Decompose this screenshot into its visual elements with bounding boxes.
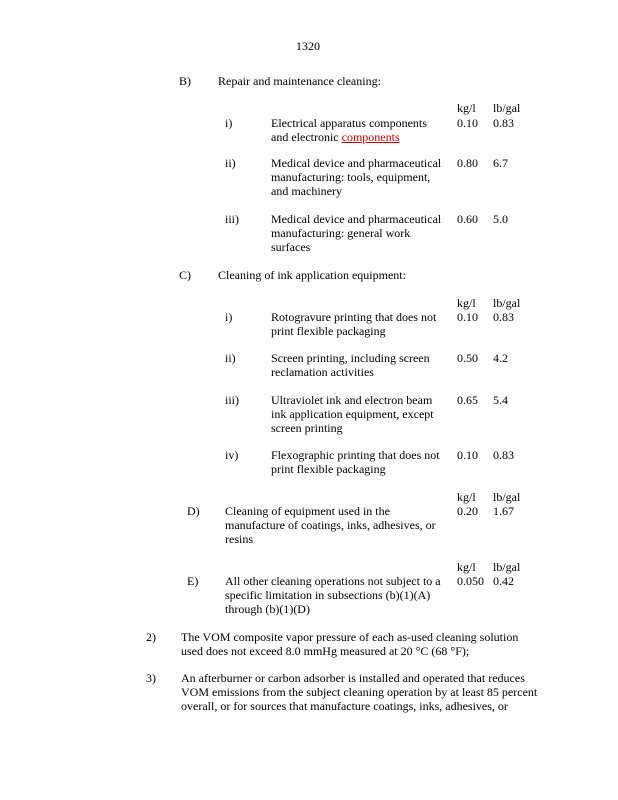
section-d-marker: D) — [187, 504, 200, 518]
paragraph-2-num: 2) — [146, 630, 156, 644]
section-b-item-1-desc — [271, 116, 427, 144]
section-c-item-3-lb: 5.4 — [493, 393, 508, 407]
section-b-item-1-desc-text: Electrical apparatus components and electronic — [271, 116, 427, 144]
section-c-item-2-lb: 4.2 — [493, 351, 508, 365]
section-b-item-1-num: i) — [225, 116, 233, 130]
section-c-marker: C) — [179, 268, 191, 282]
section-b-item-2-num: ii) — [225, 156, 236, 170]
section-b-item-3-kg: 0.60 — [457, 212, 478, 226]
section-d-lb: 1.67 — [493, 504, 514, 518]
section-b-item-2-kg: 0.80 — [457, 156, 478, 170]
section-e-desc: All other cleaning operations not subject to a specific limitation in subsections (b)(1)(A) through (b)(1)(D) — [225, 574, 441, 616]
section-c-item-3-kg: 0.65 — [457, 393, 478, 407]
section-b-marker: B) — [179, 74, 191, 88]
section-e-lb: 0.42 — [493, 574, 514, 588]
section-c-item-3-desc: Ultraviolet ink and electron beam ink application equipment, except screen printing — [271, 393, 434, 435]
section-b-item-2-desc: Medical device and pharmaceutical manufacturing: tools, equipment, and machinery — [271, 156, 442, 198]
components-link[interactable]: components — [341, 130, 400, 144]
section-b-item-2-lb: 6.7 — [493, 156, 508, 170]
section-c-item-4-kg: 0.10 — [457, 448, 478, 462]
section-c-title: Cleaning of ink application equipment: — [218, 268, 406, 282]
section-b-item-3-lb: 5.0 — [493, 212, 508, 226]
section-c-item-1-kg: 0.10 — [457, 310, 478, 324]
section-b-item-1-kg: 0.10 — [457, 116, 478, 130]
section-c-item-2-desc: Screen printing, including screen reclamation activities — [271, 351, 430, 379]
section-e-unit-kg: kg/l — [457, 560, 476, 574]
section-b-title: Repair and maintenance cleaning: — [218, 74, 381, 88]
page-number: 1320 — [296, 39, 320, 53]
section-d-desc: Cleaning of equipment used in the manufacture of coatings, inks, adhesives, or resins — [225, 504, 436, 546]
section-b-item-3-desc: Medical device and pharmaceutical manufacturing: general work surfaces — [271, 212, 442, 254]
paragraph-3-num: 3) — [146, 671, 156, 685]
paragraph-2-text: The VOM composite vapor pressure of each as-used cleaning solution used does not exceed 8.0 mmHg measured at 20 °C (68 °F); — [181, 630, 519, 658]
section-e-marker: E) — [187, 574, 199, 588]
section-c-unit-lb: lb/gal — [493, 296, 521, 310]
section-c-item-1-desc: Rotogravure printing that does not print flexible packaging — [271, 310, 437, 338]
section-c-item-1-lb: 0.83 — [493, 310, 514, 324]
section-d-unit-kg: kg/l — [457, 490, 476, 504]
section-d-unit-lb: lb/gal — [493, 490, 521, 504]
section-e-unit-lb: lb/gal — [493, 560, 521, 574]
section-b-unit-lb: lb/gal — [493, 101, 521, 115]
section-c-unit-kg: kg/l — [457, 296, 476, 310]
section-c-item-2-kg: 0.50 — [457, 351, 478, 365]
section-c-item-4-num: iv) — [225, 448, 239, 462]
section-e-kg: 0.050 — [457, 574, 484, 588]
section-c-item-1-num: i) — [225, 310, 233, 324]
section-d-kg: 0.20 — [457, 504, 478, 518]
section-c-item-4-desc: Flexographic printing that does not print flexible packaging — [271, 448, 440, 476]
section-b-item-3-num: iii) — [225, 212, 239, 226]
section-b-unit-kg: kg/l — [457, 101, 476, 115]
section-c-item-3-num: iii) — [225, 393, 239, 407]
paragraph-3-text: An afterburner or carbon adsorber is installed and operated that reduces VOM emissions from the subject cleaning operation by at least 85 percent overall, or for sources that manufacture coatings, inks, adhesives, or — [181, 671, 538, 713]
section-c-item-2-num: ii) — [225, 351, 236, 365]
section-c-item-4-lb: 0.83 — [493, 448, 514, 462]
section-b-item-1-lb: 0.83 — [493, 116, 514, 130]
